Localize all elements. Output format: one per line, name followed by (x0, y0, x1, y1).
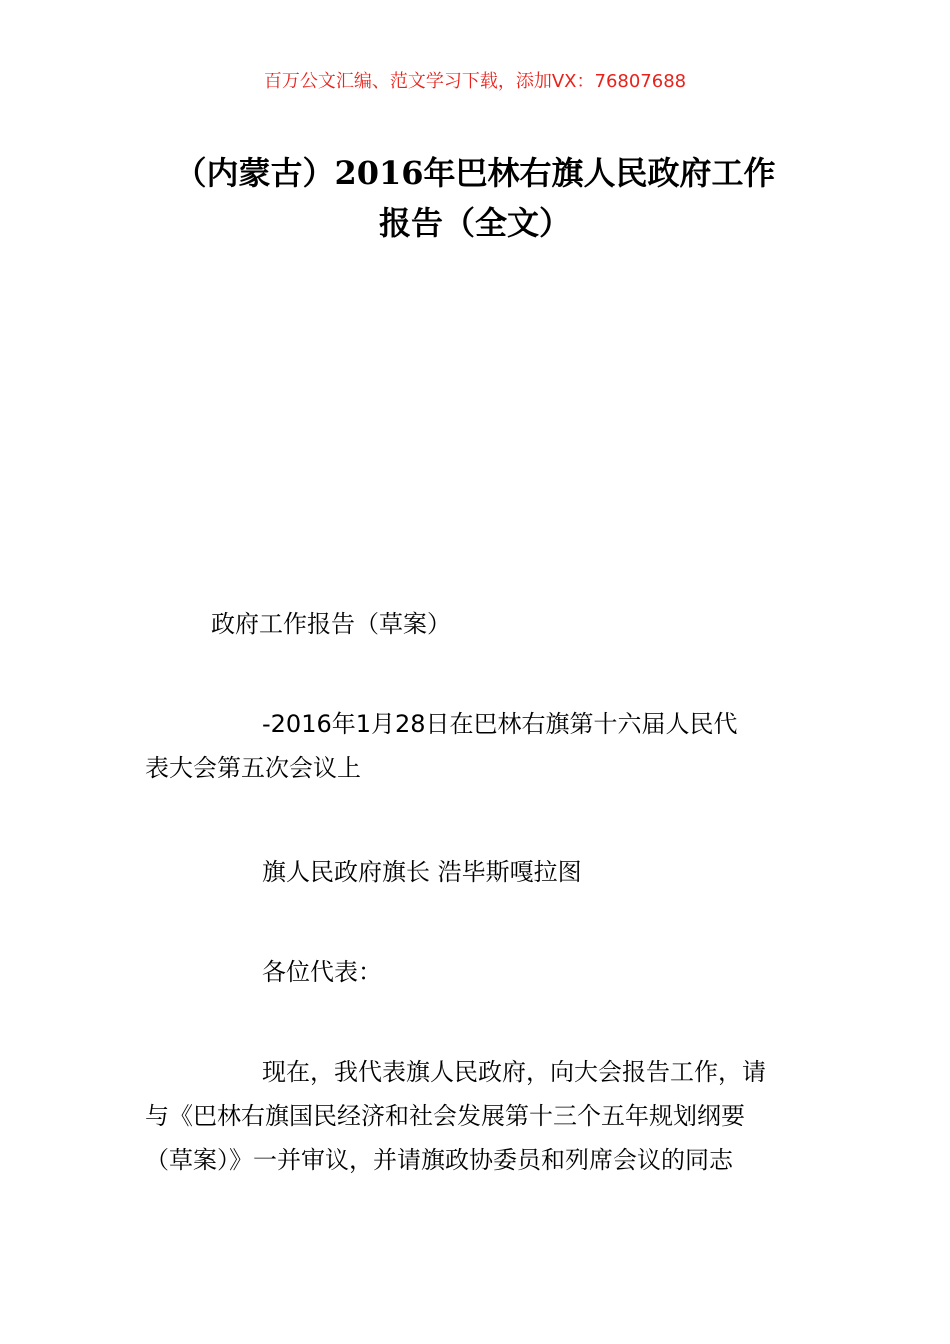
opening-line-3: （草案）》一并审议，并请旗政协委员和列席会议的同志 (145, 1146, 733, 1174)
date-line-2: 表大会第五次会议上 (145, 754, 361, 782)
date-line-1: -2016年1月28日在巴林右旗第十六届人民代 (262, 710, 738, 738)
opening-line-2: 与《巴林右旗国民经济和社会发展第十三个五年规划纲要 (145, 1102, 745, 1130)
header-watermark-note: 百万公文汇编、范文学习下载，添加VX：76807688 (263, 71, 687, 92)
opening-paragraph (145, 1050, 810, 1182)
document-title (140, 148, 810, 248)
title-line-2: 报告（全文） (378, 204, 571, 242)
speaker-line: 旗人民政府旗长 浩毕斯嘎拉图 (262, 858, 582, 886)
salutation: 各位代表： (262, 958, 382, 986)
title-line-1: （内蒙古）2016年巴林右旗人民政府工作 (174, 154, 776, 192)
date-line-paragraph (145, 702, 810, 790)
report-subtitle: 政府工作报告（草案） (211, 610, 451, 638)
opening-line-1: 现在，我代表旗人民政府，向大会报告工作，请 (262, 1058, 766, 1086)
